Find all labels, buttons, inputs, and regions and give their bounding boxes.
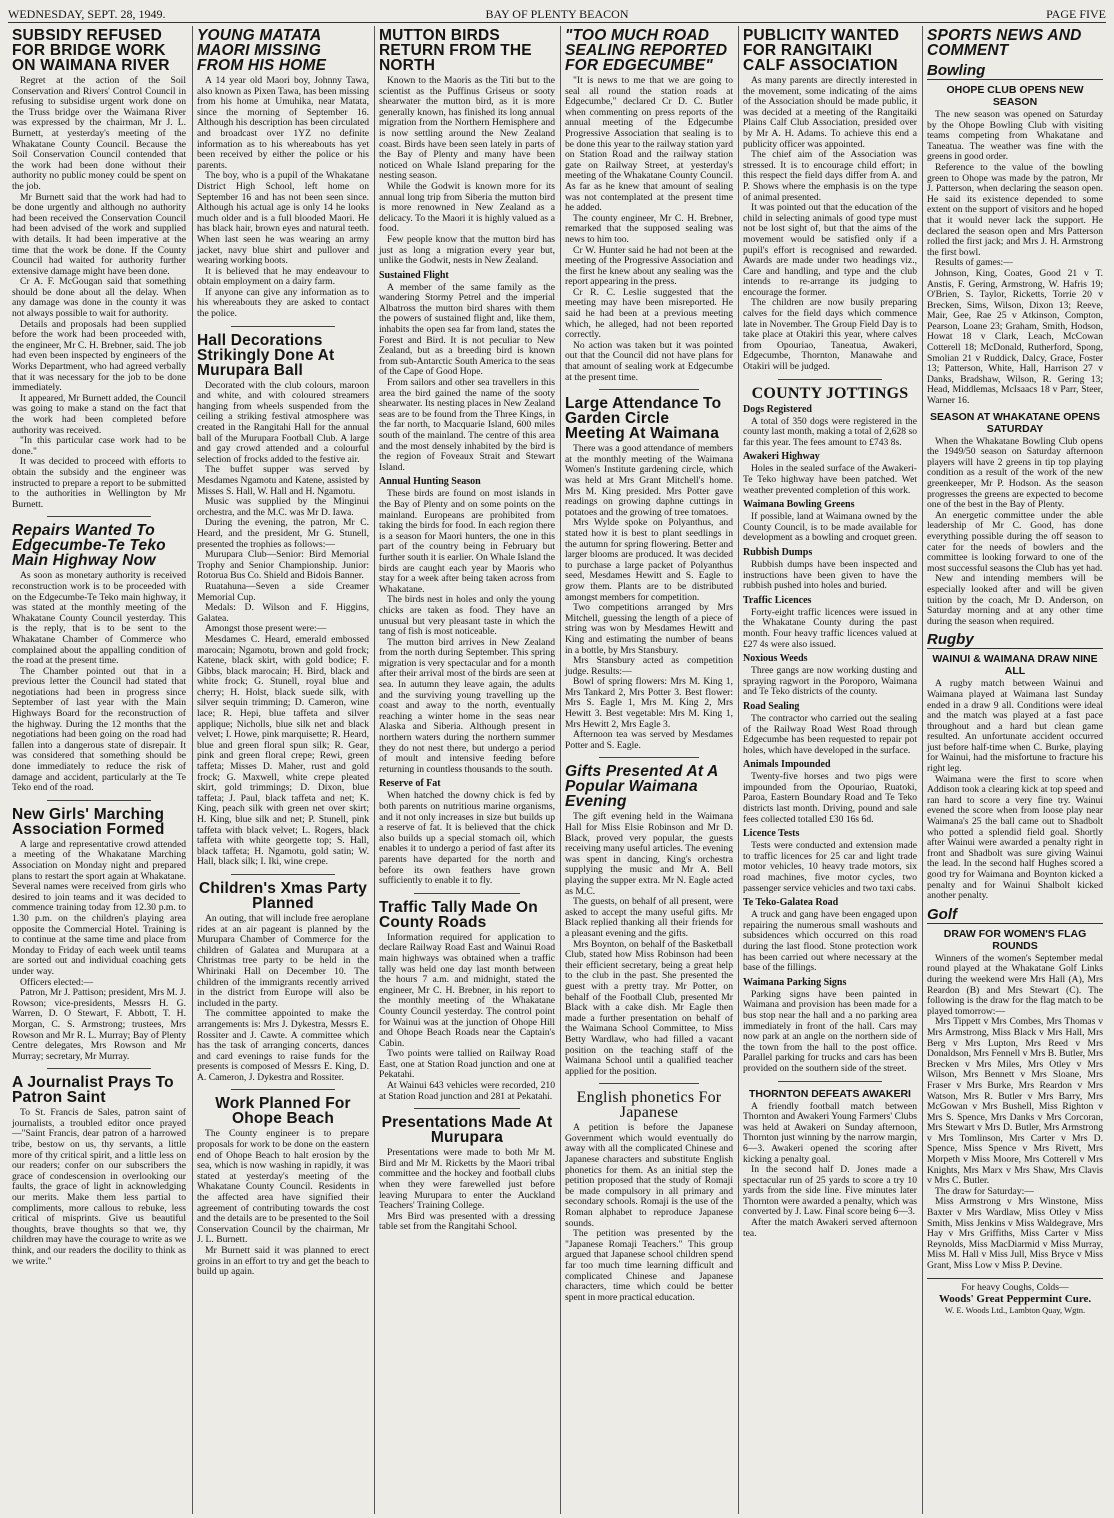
subheading: Waimana Bowling Greens <box>743 499 855 511</box>
paragraph: The new season was opened on Saturday by the Ohope Bowling Club with visiting teams competing from Whakatane and Taneatua. The weather was fine with the greens in good order. <box>927 109 1103 163</box>
divider <box>414 1108 520 1109</box>
article-garden-circle <box>565 396 733 751</box>
advert-line-2: Woods' Great Peppermint Cure. <box>938 1292 1092 1305</box>
paragraph: Officers elected:— <box>20 976 94 988</box>
headline: New Girls' Marching Association Formed <box>12 805 165 838</box>
paragraph: The County engineer is to prepare proposals for work to be done on the eastern end of Ohope Beach to halt erosion by the sea, which is now washing in rapidly, it was stated at yesterday's meeting of the Whakatane County Council. Residents in the affected area have signified their agreement of contributing towards the cost and the details are to be presented to the Soil Conservation Council by the chairman, Mr J. L. Burnett. <box>197 1128 369 1246</box>
subheading: Awakeri Highway <box>743 451 820 463</box>
peppermint-cure-advert <box>927 1278 1103 1315</box>
paragraph: An outing, that will include free aeroplane rides at an air pageant is planned by the Murupara Chamber of Commerce for the children of Galatea and Murupara at a Christmas tree party to be held in the Whirinaki Hall on December 10. The children of the immigrants recently arrived in the district from Europe will also be included in the party. <box>197 912 369 1009</box>
subheading: Dogs Registered <box>743 403 812 415</box>
paragraph: The Chamber pointed out that in a previous letter the Council had stated that negotiations had been in progress since September of last year with the Main Highways Board for the reconstruction of the highway. During the 12 months that the negotiations had been going on the road had fallen into a dangerous state of disrepair. It was considered that something should be done immediately to reduce the risk of damage and accident, particularly at the Te Teko end of the road. <box>12 665 186 794</box>
paragraph: A 14 year old Maori boy, Johnny Tawa, also known as Pixen Tawa, has been missing from his home at Umuhika, near Matata, since the morning of September 16. Although his description has been circulated and broadcast over 1YZ no definite information as to his whereabouts has yet been received by either the police or his parents. <box>197 75 369 171</box>
paragraph: The draw for Saturday:— <box>935 1185 1034 1197</box>
headline: Work Planned For Ohope Beach <box>215 1095 351 1128</box>
column-2 <box>192 26 373 1514</box>
paragraph: Mrs Boynton, on behalf of the Basketball Club, stated how Miss Robinson had been their efficient secretary, being a great help to the club in the past. She presented the guest with a pretty tray. Mr Potter, on behalf of the Football Club, presented Mr Black with a cake dish. Mr Eagle then made a further presentation on behalf of the Waimana School Committee, to Miss Betty Wardlaw, who had filled a vacant position on the teaching staff of the Waimana School until a qualified teacher applied for the position. <box>565 938 733 1077</box>
divider <box>47 516 151 517</box>
paragraph: A total of 350 dogs were registered in the county last month, making a total of 2,628 so far this year. The fees amount to £743 8s. <box>743 415 917 448</box>
paragraph: The committee appointed to make the arrangements is: Mrs J. Dykestra, Messrs E. Rossiter and J. Cawte. A committee which has the task of arranging concerts, dances and card evenings to raise funds for the presents is composed of Messrs E. King, D. A. Cameron, J. Dykestra and Rossiter. <box>197 1008 369 1083</box>
paragraph: Details and proposals had been supplied before the work had been proceeded with, the engineer, Mr C. H. Brebner, said. The job had even been inspected by engineers of the Works Department, who had agreed verbally that it was necessary for the job to be done immediately. <box>12 318 186 394</box>
paragraph: Winners of the women's September medal round played at the Whakatane Golf Links during the weekend were Mrs Hall (A), Mrs Reardon (B) and Mrs Stewart (C). The following is the draw for the flag match to be played tomorrow:— <box>927 952 1103 1017</box>
paragraph: Forty-eight traffic licences were issued in the Whakatane County during the past month. Four heavy traffic licences valued at £27 4s were also issued. <box>743 606 917 650</box>
paragraph: A member of the same family as the wandering Stormy Petrel and the imperial Albatross the mutton bird shares with them the powers of sustained flight and, like them, inhabits the open sea far from land, states the Forest and Bird. It is not peculiar to New Zealand, but as a breeding bird is known from sub-Antarctic South America to the seas of the Cape of Good Hope. <box>379 281 555 378</box>
headline: Hall Decorations Strikingly Done At Murupara Ball <box>197 331 335 379</box>
article-subsidy-refused <box>12 28 186 510</box>
subheading: Te Teko-Galatea Road <box>743 897 839 909</box>
paragraph: Medals: D. Wilson and F. Higgins, Galatea. <box>197 602 369 624</box>
paragraph: Afternoon tea was served by Mesdames Potter and S. Eagle. <box>565 729 733 751</box>
paragraph: When hatched the downy chick is fed by both parents on nutritious marine organisms, and it not only increases in size but builds up a reserve of fat. It is believed that the chick also builds up a special stomach oil, which enables it to undergo a period of fast after its parents have departed for the north and before its own feathers have grown sufficiently to enable it to fly. <box>379 790 555 887</box>
paragraph: In the second half D. Jones made a spectacular run of 25 yards to score a try 10 yards from the side line. Five minutes later Thornton were awarded a penalty, which was converted by J. Law. Final score being 6—3. <box>743 1164 917 1218</box>
paragraph: Information required for application to declare Railway Road East and Wainui Road main highways was obtained when a traffic tally was held one day last month between the hours 7 a.m. and midnight, stated the engineer, Mr C. H. Brebner, in his report to the monthly meeting of the Whakatane County Council yesterday. The control point for Wainui was at the junction of Ohope Hill and Ohope Beach Roads near the Captain's Cabin. <box>379 931 555 1049</box>
paragraph: "It is news to me that we are going to seal all round the station roads at Edgecumbe," declared Cr D. C. Butler when commenting on press reports of the annual meeting of the Edgecumbe Progressive Association that sealing is to be done this year to the railway station yard on Station Road and the railway station gate on Railway Street, at yesterday's meeting of the Whakatane County Council. As far as he knew that amount of sealing was not contemplated at the present time he added. <box>565 75 733 214</box>
paragraph: The mutton bird arrives in New Zealand from the north during September. This spring migration is very spectacular and for a month after their arrival most of the birds are seen at sea. In autumn they leave again, the adults and the surviving young travelling up the coast and away to the north, eventually reaching a winter home in the seas near Alaska and Siberia. Although present in northern waters during the northern summer they do not nest there, but undergo a period of moult and intensive feeding before returning in countless thousands to the south. <box>379 636 555 775</box>
paragraph: The guests, on behalf of all present, were asked to accept the many useful gifts. Mr Black replied thanking all their friends for a pleasant evening and the gifts. <box>565 896 733 939</box>
paragraph: Few people know that the mutton bird has just as long a migration every year but, unlike the Godwit, nests in New Zealand. <box>379 233 555 267</box>
paragraph: The petition was presented by the "Japanese Romaji Teachers." This group argued that Japanese school children spend far too much time learning difficult and complicated Chinese and Japanese characters, time which could be better spent in more practical education. <box>565 1228 733 1303</box>
article-mutton-birds <box>379 28 555 887</box>
paragraph: Regret at the action of the Soil Conservation and Rivers' Control Council in refusing to subsidise urgent work done on the Truss bridge over the Waimana River was expressed by the chairman, Mr J. L. Burnett, at yesterday's meeting of the Whakatane County Council. Because the Soil Conservation Council contended that the work had been done without their authority no public money could be spent on the job. <box>12 75 186 192</box>
article-thornton-defeats-awakeri <box>743 1088 917 1240</box>
article-flag-rounds <box>927 928 1103 1272</box>
headline: "TOO MUCH ROAD SEALING REPORTED FOR EDGECUMBE" <box>565 27 728 74</box>
subheading: Waimana Parking Signs <box>743 976 847 988</box>
paragraph: It was pointed out that the education of the child in selecting animals of good type must not be lost sight of, but that the aims of the movement would be satisfied only if a pupil's effort is recognised and rewarded. Awards are made under two headings viz., Care and handling, and type and the club intends to re-arrange its judging to encourage the former. <box>743 202 917 298</box>
paragraph: If anyone can give any information as to his whereabouts they are asked to contact the police. <box>197 286 369 320</box>
headline: Gifts Presented At A Popular Waimana Evening <box>565 763 718 811</box>
paragraph: Waimana were the first to score when Addison took a clearing kick at top speed and ran hard to score a very fine try. Wainui evened the score when from loose play near Waimana's 25 the ball came out to Shadbolt who potted a splendid field goal. Shortly after Wainui were awarded a penalty right in front and Shadbolt was sure giving Wainui the lead. In the second half Hughes scored a good try for Waimana and Boynton kicked a penalty and for Wainui Shalbolt kicked another penalty. <box>927 773 1103 902</box>
article-gifts-presented <box>565 764 733 1077</box>
paragraph: Mr Burnett said that the work had had to be done urgently and although no authority had been received the Conservation Council had been advised of the work and supplied with details. It had been imperative at the time that the work be done. If the County Council had waited for authority further extensive damage might have been done. <box>12 191 186 277</box>
article-journalist-prays <box>12 1075 186 1267</box>
paragraph: A large and representative crowd attended a meeting of the Whakatane Marching Association on Monday night and prepared plans to restart the sport again at Whakatane. Several names were received from girls who desired to join teams and it was decided to commence training today from 12.30 p.m. to 1.30 p.m. on the children's playing area opposite the Commercial Hotel. Training is to continue at the same time and place from Monday to Friday of each week until teams are sorted out and individual coaching gets under way. <box>12 838 186 977</box>
paragraph: While the Godwit is known more for its annual long trip from Siberia the mutton bird is more renowned in New Zealand as a delicacy. To the Maori it is highly valued as a food. <box>379 180 555 235</box>
divider <box>599 1083 700 1084</box>
subheading: Noxious Weeds <box>743 653 808 665</box>
paragraph: As many parents are directly interested in the movement, some indicating of the aims of the Association should be made public, it was decided at a meeting of the Rangitaiki Plains Calf Club Association, presided over by Mr A. H. Adams. To achieve this end a publicity officer was appointed. <box>743 75 917 150</box>
rugby-section-title: Rugby <box>927 631 1103 649</box>
paragraph: The contractor who carried out the sealing of the Railway Road West Road through Edgecumbe has been requested to repair pot holes, which have developed in the surface. <box>743 712 917 756</box>
paragraph: Cr A. F. McGougan said that something should be done about all the delay. When any damage was done in the county it was not always possible to wait for authority. <box>12 276 186 320</box>
paragraph: Bowl of spring flowers: Mrs M. King 1, Mrs Tankard 2, Mrs Potter 3. Best flower: Mrs S. Eagle 1, Mrs M. King 2, Mrs Hewitt 3. Best vegetable: Mrs M. King 1, Mrs Hewitt 2, Mrs Eagle 3. <box>565 676 733 730</box>
article-ohope-club <box>927 84 1103 407</box>
subheading: Annual Hunting Season <box>379 476 481 488</box>
article-wainui-waimana-draw <box>927 653 1103 901</box>
paragraph: Presentations were made to both Mr M. Bird and Mr M. Ricketts by the Maori tribal committee and the hockey and football clubs when they were farewelled just before leaving Murupara to enter the Auckland Teachers' Training College. <box>379 1147 555 1212</box>
paragraph: Rubbish dumps have been inspected and instructions have been given to have the rubbish pushed into holes and buried. <box>743 558 917 592</box>
divider <box>47 800 151 801</box>
headline: WAINUI & WAIMANA DRAW NINE ALL <box>932 653 1098 678</box>
paragraph: Mrs Wylde spoke on Polyanthus, and stated how it is best to plant seedlings in the autumn for spring flowering. Better and larger blooms are produced. It was decided to purchase a large packet of Polyanthus seed, Mesdames Hewitt and S. Eagle to grow them. Plants are to be distributed amongst members for competition. <box>565 517 733 603</box>
headline: SUBSIDY REFUSED FOR BRIDGE WORK ON WAIMANA RIVER <box>12 27 170 74</box>
paragraph: Ruatahuna—Seven a side Creamer Memorial Cup. <box>197 580 369 603</box>
paragraph: If possible, land at Waimana owned by the County Council, is to be made available for development as a bowling and croquet green. <box>743 511 917 544</box>
paragraph: There was a good attendance of members at the monthly meeting of the Waimana Women's Institute gardening circle, which was held at Mrs Grant Mitchell's home. Mrs M. King presided. Mrs Potter gave readings on growing daphne cuttings in potatoes and the growing of tree tomatoes. <box>565 443 733 518</box>
paragraph: Decorated with the club colours, maroon and white, and with coloured streamers hanging from wheels suspended from the ceiling a striking festival atmosphere was created in the Rangitahi Hall for the annual ball of the Murupara Football Club. A large and gay crowd attended and a colourful selection of frocks added to the festive air. <box>197 379 369 465</box>
paragraph: After the match Awakeri served afternoon tea. <box>743 1217 917 1239</box>
paragraph: Results of games:— <box>935 257 1013 269</box>
paragraph: Music was supplied by the Minginui orchestra, and the M.C. was Mr D. Iawa. <box>197 496 369 518</box>
paragraph: These birds are found on most islands in the Bay of Plenty and on some points on the mainland. Europeans are prohibited from taking the birds for food. In each region there is a season for Maori hunters, the one in this part of the country being in February but further south it is earlier. On Whale Island the birds are caught each year by Maoris who stay for a week after being taken across from Whakatane. <box>379 488 555 595</box>
paragraph: The birds nest in holes and only the young chicks are taken as food. They have an unusual but very pleasant taste in which the tang of fish is most noticeable. <box>379 594 555 638</box>
paragraph: The chief aim of the Association was stressed. It is to encourage child effort; in this respect the field days differ from A. and P. Shows where the emphasis is on the type of animal presented. <box>743 149 917 203</box>
paragraph: At Wainui 643 vehicles were recorded, 210 at Station Road junction and 281 at Pekatahi. <box>379 1080 555 1102</box>
divider <box>231 326 334 327</box>
paragraph: Parking signs have been painted in Waimana and provision has been made for a bus stop near the hall and a no parking area immediately in front of the hall. Cars may now park at an angle on the northern side of the town from the hall to the post office. Parallel parking for trucks and cars has been provided on the southern side of the street. <box>743 988 917 1074</box>
article-xmas-party <box>197 881 369 1084</box>
paragraph: It is believed that he may endeavour to obtain employment on a dairy farm. <box>197 265 369 288</box>
paragraph: Two competitions arranged by Mrs Mitchell, guessing the length of a piece of string was won by Mesdames Hewitt and King and estimating the number of beans in a bottle, by Mrs Stansbury. <box>565 602 733 656</box>
paragraph: Holes in the sealed surface of the Awakeri-Te Teko highway have been patched. Wet weather prevented completion of this work. <box>743 463 917 496</box>
divider <box>778 1081 882 1082</box>
golf-section-title: Golf <box>927 906 1103 924</box>
paragraph: New and intending members will be especially looked after and will be given tuition by the coach, Mr D. Anderson, on Saturday morning and at any other time during the season when required. <box>927 573 1103 627</box>
paragraph: Mr Burnett said it was planned to erect groins in an effort to try and get the beach to build up again. <box>197 1245 369 1278</box>
headline: SEASON AT WHAKATANE OPENS SATURDAY <box>930 410 1100 435</box>
paragraph: Murupara Club—Senior: Bird Memorial Trophy and Senior Championship. Junior: Rotorua Bus Co. Shield and Bidois Banner. <box>197 549 369 582</box>
paragraph: A truck and gang have been engaged upon repairing the numerous small washouts and subsidences which occurred on this road during the last flood. Stone protection work has been carried out where necessary at the base of the fillings. <box>743 909 917 974</box>
article-hall-decorations <box>197 333 369 868</box>
paragraph: Known to the Maoris as the Titi but to the scientist as the Puffinus Griseus or sooty shearwater the mutton bird, as it is more generally known, has finished its long annual migration from the Northern Hemisphere and is now settling around the New Zealand coast. Birds have been seen lately in parts of the Bay of Plenty and many have been noticed on Whale Island preparing for the nesting season. <box>379 75 555 182</box>
paragraph: Three gangs are now working dusting and spraying ragwort in the Poroporo, Waimana and Te Teko districts of the county. <box>743 665 917 698</box>
article-maori-missing <box>197 28 369 320</box>
paragraph: The buffet supper was served by Mesdames Ngamotu and Katene, assisted by Misses S. Hall, W. Hall and H. Ngamotu. <box>197 464 369 497</box>
headline: Presentations Made At Murupara <box>381 1114 553 1147</box>
paragraph: It appeared, Mr Burnett added, the Council was going to make a stand on the fact that the work had been completed before authority was received. <box>12 392 186 436</box>
paragraph: The children are now busily preparing calves for the field days which commence late in November. The Group Field Day is to take place at Otakiri this year, where calves from Opouriao, Taneatua, Awakeri, Edgecumbe, Thornton, Manawahe and Otakiri will be judged. <box>743 297 917 373</box>
article-road-sealing <box>565 28 733 383</box>
paragraph: Mrs Bird was presented with a dressing table set from the Rangitahi School. <box>379 1210 555 1233</box>
column-5 <box>738 26 921 1514</box>
divider <box>599 389 700 390</box>
paragraph: When the Whakatane Bowling Club opens the 1949/50 season on Saturday afternoon players will have 2 greens in tip top playing condition as a result of the work of the new greenkeeper, Mr P. Hodson. As the season progresses the greens are expected to become one of the best in the Bay of Plenty. <box>927 435 1103 511</box>
paragraph: Johnson, King, Coates, Good 21 v T. Anstis, F. Gering, Armstrong, W. Hafris 19; O'Brien, S. Taylor, Ricketts, Torrie 20 v Brecken, Sims, Wilson, Dixon 13; Reeve, Mair, Gee, Rae 25 v Atkinson, Compton, Pearson, Loane 23; Graham, Smith, Hodson, Howat 18 v Clark, Leach, McCowan Cotterell 18; McDonald, Rutherford, Spong, Smolian 21 v Ruddick, Dalcy, Grace, Foster 13; Patterson, White, Hall, Harrison 27 v Danks, Bradshaw, Wilson, R. Gering 13; Head, Middlemas, McIsaacs 18 v Parr, Steer, Warner 16. <box>927 267 1103 407</box>
bowling-section-title: Bowling <box>927 62 1103 80</box>
subheading: Licence Tests <box>743 828 800 840</box>
article-traffic-tally <box>379 900 555 1103</box>
advert-line-3: W. E. Woods Ltd., Lambton Quay, Wgtn. <box>944 1304 1086 1315</box>
paragraph: The gift evening held in the Waimana Hall for Miss Elsie Robinson and Mr D. Black, proved very popular, the guests receiving many useful articles. The evening was spent in dancing, King's orchestra supplying the music and Mr A. Bell playing the supper extra. Mr N. Eagle acted as M.C. <box>565 811 733 897</box>
paragraph: To St. Francis de Sales, patron saint of journalists, a troubled editor once prayed—"Saint Francis, dear patron of a harrowed tribe, bestow on us, thy servants, a little more of thy critical spirit, and a little less on our readers; confer on our subscribers the grace of condescension in overlooking our faults, the grace of light in acknowledging our merits. Make them less partial to compliments, more callous to rebuke, less critical of misprints. Give us beautiful thoughts, brave thoughts so that we, thy children may have the courage to write as we think, and our readers the docility to think as we write." <box>12 1107 186 1267</box>
headline: A Journalist Prays To Patron Saint <box>12 1074 174 1107</box>
article-ohope-beach <box>197 1096 369 1277</box>
paragraph: Mrs Stansbury acted as competition judge. Results:— <box>565 655 733 677</box>
subheading: Rubbish Dumps <box>743 546 813 558</box>
subheading: Road Sealing <box>743 700 800 712</box>
paragraph: Cr R. C. Leslie suggested that the meeting may have been misreported. He said he had been at a previous meeting which, he alleged, had not been reported correctly. <box>565 286 733 341</box>
paragraph: The boy, who is a pupil of the Whakatane District High School, left home on September 16 and has not been seen since. Although his actual age is only 14 he looks much older and is a full blooded Maori. He has black hair, brown eyes and natural teeth. When last seen he was wearing an army jacket, navy blue shirt and pullover and wearing working boots. <box>197 170 369 267</box>
article-marching-association <box>12 807 186 1062</box>
column-4 <box>560 26 737 1514</box>
paragraph: From sailors and other sea travellers in this area the bird gained the name of the sooty shearwater. Its nesting places in New Zealand seas are to be found from the Three Kings, in the far north, to Macquarie Island, 600 miles south of the mainland. The centre of this area and the most densely inhabited by the bird is the region of Foveaux Strait and Stewart Island. <box>379 377 555 473</box>
paragraph: "In this particular case work had to be done." <box>12 435 186 457</box>
paragraph: Patron, Mr J. Pattison; president, Mrs M. J. Rowson; vice-presidents, Messrs H. G. Warren, D. O Stewart, F. Abbott, T. H. Morgan, C. S. Armstrong; trustees, Mrs Rowson and Mr R. L. Murray; Bay of Plenty Centre delegates, Mrs Rowson and Mr Murray; secretary, Mr Murray. <box>12 987 186 1062</box>
issue-date: WEDNESDAY, SEPT. 28, 1949. <box>8 7 166 21</box>
headline: YOUNG MATATA MAORI MISSING FROM HIS HOME <box>197 27 327 74</box>
paragraph: A friendly football match between Thornton and Awakeri Young Farmers' Clubs was held at Awakeri on Sunday afternoon, Thornton just winning by the narrow margin, 6—3. Awakeri opened the scoring after kicking a penalty goal. <box>743 1100 917 1165</box>
headline: Large Attendance To Garden Circle Meeting At Waimana <box>565 395 722 443</box>
paragraph: Twenty-five horses and two pigs were impounded from the Opouriao, Ruatoki, Paroa, Eastern Boundary Road and Te Teko districts last month. Driving, pound and sale fees collected totalled £30 16s 6d. <box>743 771 917 825</box>
headline: DRAW FOR WOMEN'S FLAG ROUNDS <box>943 927 1087 952</box>
column-6-sports <box>922 26 1107 1514</box>
paragraph: The county engineer, Mr C. H. Brebner, remarked that the supposed sealing was news to him too. <box>565 212 733 245</box>
headline: THORNTON DEFEATS AWAKERI <box>749 1087 911 1100</box>
divider <box>414 893 520 894</box>
paragraph: An energetic committee under the able leadership of Mr C. Good, has done everything possible during the off season to cater for the needs of bowlers and the committee is looking forward to one of the most successful seasons the Club has yet had. <box>927 509 1103 574</box>
paragraph: Mrs Tippett v Mrs Combes, Mrs Thomas v Mrs Armstrong, Miss Black v Mrs Hall, Mrs Berg v Mrs Lupton, Mrs Reed v Mrs Donaldson, Mrs Fennell v Mrs B. Butler, Mrs Brecken v Mrs Miles, Mrs Otley v Mrs Wilson, Mrs Bennett v Mrs Sloane, Mrs Fraser v Mrs Burke, Mrs Reardon v Mrs Watson, Mrs R. Butler v Mrs Barry, Mrs McGowan v Mrs Bushell, Miss Righton v Mrs S. Spence, Mrs Danks v Mrs Corcoran, Mrs Stewart v Mrs D. Butler, Mrs Armstrong v Mrs Tomlinson, Mrs Carter v Mrs D. Spence, Miss Spence v Mrs Rivett, Mrs Morpeth v Miss Moore, Mrs Cotterell v Mrs Knights, Mrs Marx v Mrs Shaw, Mrs Clavis v Mrs C. Butler. <box>927 1016 1103 1187</box>
article-english-phonetics <box>565 1090 733 1303</box>
subheading: Animals Impounded <box>743 759 831 771</box>
article-calf-association <box>743 28 917 373</box>
paragraph: Cr W. Hunter said he had not been at the meeting of the Progressive Association and the first he knew about any sealing was the report appearing in the press. <box>565 244 733 288</box>
article-whakatane-season <box>927 411 1103 628</box>
divider <box>231 874 334 875</box>
divider <box>47 1068 151 1069</box>
article-presentations-murupara <box>379 1115 555 1233</box>
column-1 <box>8 26 190 1514</box>
headline: MUTTON BIRDS RETURN FROM THE NORTH <box>379 27 532 74</box>
paragraph: Mesdames C. Heard, emerald embossed marocain; Ngamotu, brown and gold frock; Katene, black skirt, with gold bodice; F. Gibbs, black marocain; H. Bird, black and white frock; G. Stunell, royal blue and cherry; H. Holst, black suede silk, with silver sequin trimming; D. Cameron, wine lace; R. Hepi, blue taffeta and silver applique; Nicholls, blue silk net and black velvet; I. Howe, pink marquisette; R. Heard, blue and green floral spun silk; R. Gear, pink and green floral crepe; Rewi, green taffeta; Misses D. Maher, rust and gold frock; G. Maxwell, white crepe pleated skirt, gold trimmings; D. Dixon, blue taffeta; J. Paul, black taffeta and net; K. King, peach silk with green net over skirt; H. King, blue silk and net; P. Stunell, pink taffeta with black velvet; L. Rogers, black taffeta with white georgette top; S. Hall, black taffeta; H. Ngamotu, gold satin; W. Hall, black silk; I. Iki, wine crepe. <box>197 633 369 868</box>
divider <box>599 757 700 758</box>
subheading: Reserve of Fat <box>379 778 441 790</box>
headline: English phonetics For Japanese <box>576 1089 722 1122</box>
paragraph: Miss Armstrong v Mrs Winstone, Miss Baxter v Mrs Wardlaw, Miss Otley v Miss Smith, Miss Jenkins v Miss Waldegrave, Mrs Hay v Mrs Griffiths, Miss Carter v Miss Reynolds, Miss MacDiarmid v Miss Murray, Miss M. Hall v Miss Jull, Miss Bryce v Miss Grant, Miss Low v Miss P. Devine. <box>927 1196 1103 1271</box>
paragraph: Tests were conducted and extension made to traffic licences for 25 car and light trade motor vehicles, 10 heavy trade motors, six road machines, five motor cycles, two passenger service vehicles and two taxi cabs. <box>743 840 917 894</box>
article-repairs-wanted <box>12 523 186 793</box>
newspaper-name: BAY OF PLENTY BEACON <box>485 7 629 21</box>
headline: OHOPE CLUB OPENS NEW SEASON <box>946 84 1084 108</box>
column-3 <box>374 26 559 1514</box>
headline: Repairs Wanted To Edgecumbe-Te Teko Main Highway Now <box>12 522 166 570</box>
divider <box>778 379 882 380</box>
headline: Children's Xmas Party Planned <box>198 879 368 912</box>
paragraph: During the evening, the patron, Mr C. Heard, and the president, Mr G. Stunell, presented the trophies as follows:— <box>197 517 369 550</box>
headline: PUBLICITY WANTED FOR RANGITAIKI CALF ASSOCIATION <box>743 27 900 74</box>
page-number: PAGE FIVE <box>1046 7 1106 21</box>
paragraph: Two points were tallied on Railway Road East, one at Station Road junction and one at Pekatahi. <box>379 1048 555 1081</box>
article-county-jottings <box>743 386 917 1075</box>
paragraph: A rugby match between Wainui and Waimana played at Waimana last Sunday ended in a draw 9 all. Conditions were ideal and the match was played at a fast pace throughout and a hard but clean game resulted. An unfortunate accident occurred just before half-time when C. Burke, playing for Wainui, had the misfortune to fracture his right leg. <box>927 678 1103 775</box>
paragraph: A petition is before the Japanese Government which would eventually do away with all the complicated Chinese and Japanese characters and substitute English phonetics for them. As an initial step the petition proposed that the study of Romaji be made compulsory in all primary and secondary schools. Romaji is the use of the Roman alphabet to reproduce Japanese sounds. <box>565 1122 733 1229</box>
advert-line-1: For heavy Coughs, Colds— <box>961 1281 1069 1293</box>
paragraph: It was decided to proceed with efforts to obtain the subsidy and the engineer was instructed to prepare a report to be submitted to the authorities in Wellington by Mr Burnett. <box>12 456 186 510</box>
paragraph: Amongst those present were:— <box>205 623 327 635</box>
paragraph: No action was taken but it was pointed out that the Council did not have plans for that amount of sealing work at Edgecumbe at the present time. <box>565 339 733 383</box>
headline: Traffic Tally Made On County Roads <box>379 898 538 931</box>
sports-section-title: SPORTS NEWS AND COMMENT <box>927 27 1082 59</box>
subheading: Traffic Licences <box>743 594 812 606</box>
subheading: Sustained Flight <box>379 269 449 281</box>
divider <box>231 1089 334 1090</box>
paragraph: Reference to the value of the bowling green to Ohope was made by the patron, Mr J. Patterson, when declaring the season open. He said its existence depended to some extent on the support of visitors and he hoped that it would never lack the support. He declared the season open and Mrs Patterson rolled the first jack; and Mrs J. H. Armstrong the first bowl. <box>927 161 1103 258</box>
headline: COUNTY JOTTINGS <box>751 384 909 402</box>
paragraph: As soon as monetary authority is received reconstruction work is to be proceeded with on the Edgecumbe-Te Teko main highway, it was stated at the monthly meeting of the Whakatane County Council yesterday. This is the reply, that is to be sent to the Whakatane Chamber of Commerce who complained about the appalling condition of the road at the present time. <box>12 570 186 667</box>
masthead <box>8 6 1106 23</box>
